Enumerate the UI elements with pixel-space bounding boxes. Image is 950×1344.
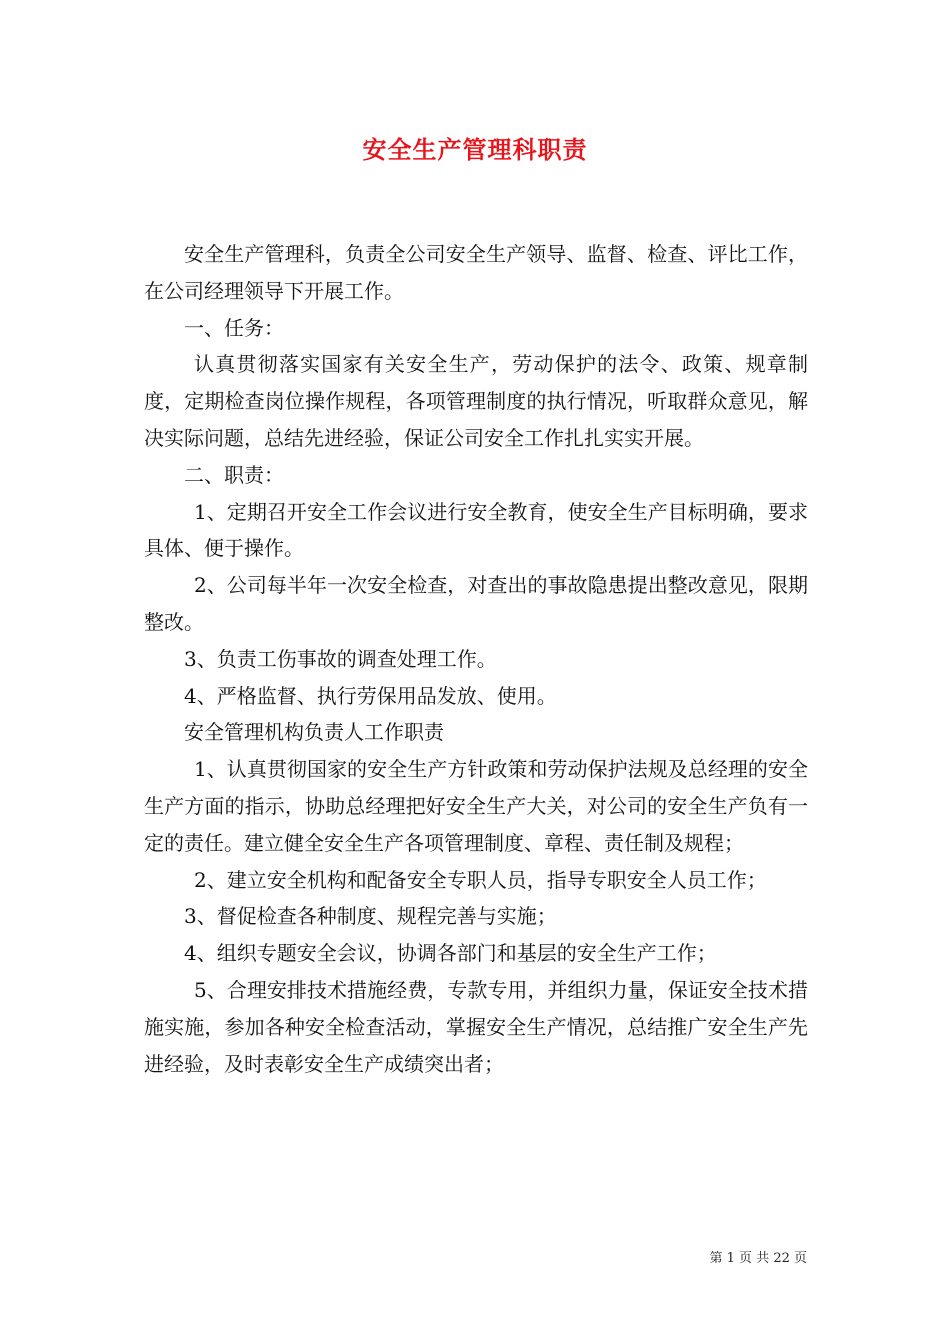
section-heading-tasks: 一、任务：	[184, 315, 284, 340]
paragraph-tasks: 认真贯彻落实国家有关安全生产，劳动保护的法令、政策、规章制度，定期检查岗位操作规程，各项管理制度的执行情况，听取群众意见，解决实际问题，总结先进经验，保证公司安全工作扎扎实实开展。	[144, 352, 808, 450]
manager-duty-3: 3、督促检查各种制度、规程完善与实施；	[184, 904, 557, 929]
manager-duty-1: 1、认真贯彻国家的安全生产方针政策和劳动保护法规及总经理的安全生产方面的指示，协助总经理把好安全生产大关，对公司的安全生产负有一定的责任。建立健全安全生产各项管理制度、章程、责任制及规程；	[144, 757, 808, 855]
document-body	[144, 236, 808, 1082]
manager-duty-5: 5、合理安排技术措施经费，专款专用，并组织力量，保证安全技术措施实施，参加各种安全检查活动，掌握安全生产情况，总结推广安全生产先进经验，及时表彰安全生产成绩突出者；	[144, 977, 808, 1076]
section-heading-duties: 二、职责：	[184, 462, 284, 487]
duty-item-2: 2、公司每半年一次安全检查，对查出的事故隐患提出整改意见，限期整改。	[144, 573, 808, 634]
manager-duty-2: 2、建立安全机构和配备安全专职人员，指导专职安全人员工作；	[194, 867, 767, 892]
section-heading-manager: 安全管理机构负责人工作职责	[184, 720, 444, 745]
page-number: 第 1 页 共 22 页	[709, 1251, 807, 1266]
duty-item-4: 4、严格监督、执行劳保用品发放、使用。	[184, 683, 557, 708]
duty-item-3: 3、负责工伤事故的调查处理工作。	[184, 646, 497, 671]
duty-item-1: 1、定期召开安全工作会议进行安全教育，使安全生产目标明确，要求具体、便于操作。	[144, 499, 808, 561]
manager-duty-4: 4、组织专题安全会议，协调各部门和基层的安全生产工作；	[184, 941, 717, 966]
document-title: 安全生产管理科职责	[362, 135, 588, 164]
paragraph-intro: 安全生产管理科，负责全公司安全生产领导、监督、检查、评比工作，在公司经理领导下开展工作。	[144, 242, 808, 303]
